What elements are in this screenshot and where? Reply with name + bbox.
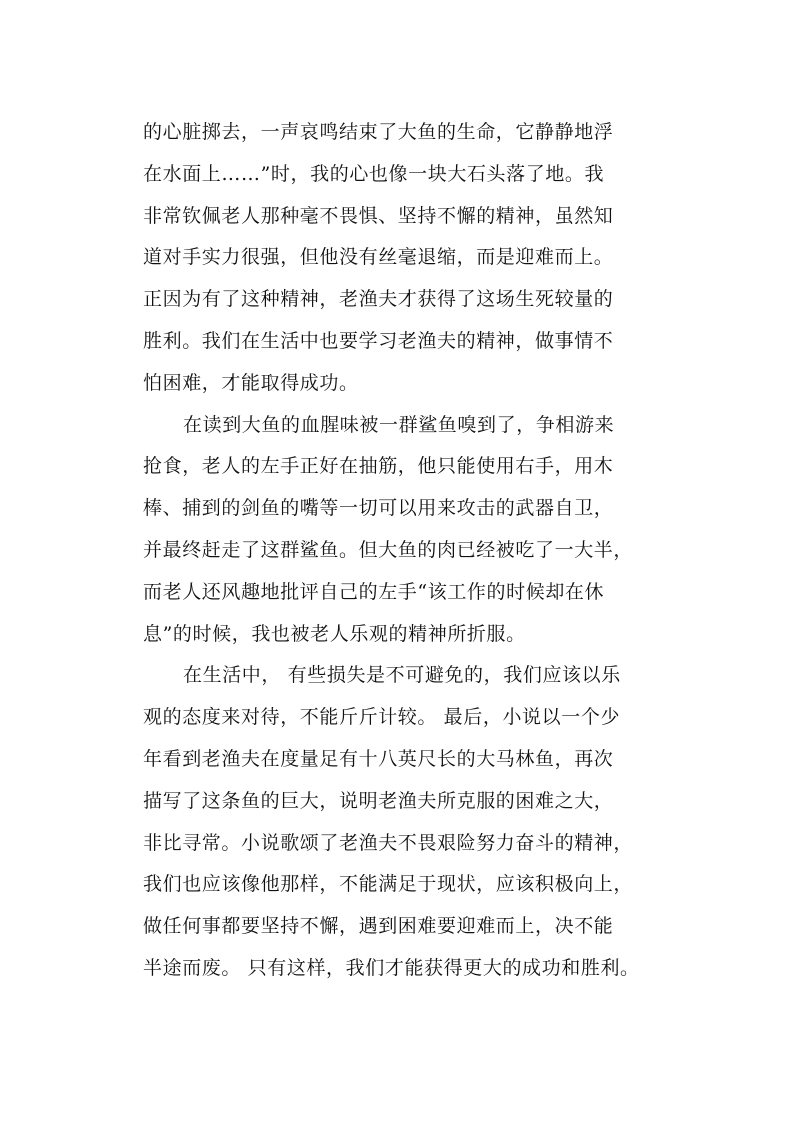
text-line-2: 在水面上……”时，我的心也像一块大石头落了地。我 <box>143 162 605 185</box>
text-line-7: 怕困难，才能取得成功。 <box>143 371 359 394</box>
essay-body <box>143 112 663 990</box>
text-line-16: 年看到老渔夫在度量足有十八英尺长的大马林鱼，再次 <box>143 747 614 770</box>
text-line-3: 非常钦佩老人那种毫不畏惧、坚持不懈的精神，虽然知 <box>143 204 614 227</box>
text-line-21: 半途而废。 只有这样，我们才能获得更大的成功和胜利。 <box>143 956 640 979</box>
text-line-10: 棒、捕到的剑鱼的嘴等一切可以用来攻击的武器自卫， <box>143 497 614 520</box>
text-line-15: 观的态度来对待，不能斤斤计较。 最后，小说以一个少 <box>143 706 621 729</box>
text-line-13: 息”的时候，我也被老人乐观的精神所折服。 <box>143 622 526 645</box>
text-line-9: 抢食，老人的左手正好在抽筋，他只能使用右手，用木 <box>143 455 614 478</box>
text-line-20: 做任何事都要坚持不懈，遇到困难要迎难而上，决不能 <box>143 915 614 938</box>
text-line-14: 在生活中， 有些损失是不可避免的，我们应该以乐 <box>183 664 621 687</box>
text-line-11: 并最终赶走了这群鲨鱼。但大鱼的肉已经被吃了一大半， <box>143 538 634 561</box>
text-line-17: 描写了这条鱼的巨大，说明老渔夫所克服的困难之大， <box>143 789 614 812</box>
text-line-12: 而老人还风趣地批评自己的左手“该工作的时候却在休 <box>143 580 605 603</box>
text-line-5: 正因为有了这种精神，老渔夫才获得了这场生死较量的 <box>143 288 614 311</box>
text-line-18: 非比寻常。小说歌颂了老渔夫不畏艰险努力奋斗的精神， <box>143 831 634 854</box>
text-line-6: 胜利。我们在生活中也要学习老渔夫的精神，做事情不 <box>143 329 614 352</box>
text-line-19: 我们也应该像他那样，不能满足于现状，应该积极向上， <box>143 873 634 896</box>
text-line-1: 的心脏掷去，一声哀鸣结束了大鱼的生命，它静静地浮 <box>143 121 614 143</box>
text-line-4: 道对手实力很强，但他没有丝毫退缩，而是迎难而上。 <box>143 246 614 269</box>
text-line-8: 在读到大鱼的血腥味被一群鲨鱼嗅到了，争相游来 <box>183 413 615 436</box>
